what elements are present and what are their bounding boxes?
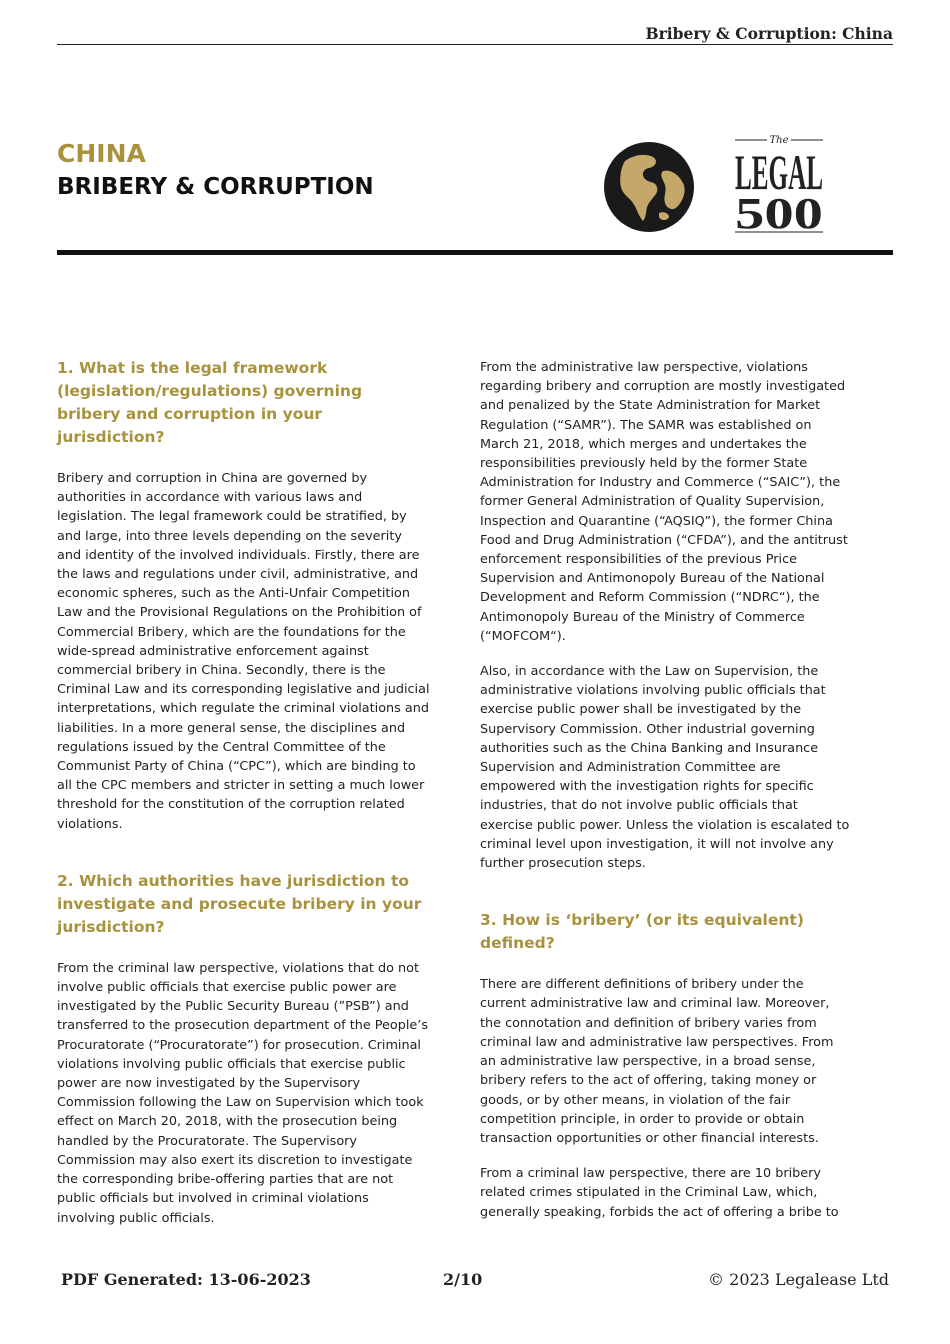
left-column — [57, 357, 430, 1244]
question-3-paragraph-2: From a criminal law perspective, there are 10 bribery related crimes stipulated in the Criminal Law, which, generally speaking, forbids the act of offering a bribe to — [480, 1166, 839, 1220]
running-head: Bribery & Corruption: China — [57, 24, 893, 45]
question-2-paragraph-1: From the criminal law perspective, violations that do not involve public officials that exercise public power are investigated by the Public Security Bureau (”PSB”) and transferred to the prosecution department of the People’s Procuratorate (“Procuratorate”) for prosecution. Criminal violations involving public officials that exercise public power are now investigated by the Supervisory Commission following the Law on Supervision which took effect on March 20, 2018, with the prosecution being handled by the Procuratorate. The Supervisory Commission may also exert its discretion to investigate the corresponding bribe-offering parties that are not public officials but involved in criminal violations involving public officials. — [57, 960, 429, 1226]
question-2-heading: 2. Which authorities have jurisdiction to investigate and prosecute bribery in your jurisdiction? — [57, 871, 422, 936]
question-2-paragraph-2: From the administrative law perspective, violations regarding bribery and corruption are mostly investigated and penalized by the State Administration for Market Regulation (“SAMR”). The SAMR was established on March 21, 2018, which merges and undertakes the responsibilities previously held by the former State Administration for Industry and Commerce (“SAIC”), the former General Administration of Quality Supervision, Inspection and Quarantine (“AQSIQ”), the former China Food and Drug Administration (“CFDA”), and the antitrust enforcement responsibilities of the previous Price Supervision and Antimonopoly Bureau of the National Development and Reform Commission (“NDRC“), the Antimonopoly Bureau of the Ministry of Commerce (“MOFCOM“). — [480, 360, 848, 644]
logo-line2: 500 — [735, 189, 823, 238]
question-2-paragraph-3: Also, in accordance with the Law on Supervision, the administrative violations involving public officials that exercise public power shall be investigated by the Supervisory Commission. Other industrial governing authorities such as the China Banking and Insurance Supervision and Administration Committee are empowered with the investigation rights for specific industries, that do not involve public officials that exercise public power. Unless the violation is escalated to criminal level upon investigation, it will not involve any further prosecution steps. — [480, 664, 850, 872]
legal500-logo-icon — [733, 134, 825, 238]
question-1-paragraph-1: Bribery and corruption in China are governed by authorities in accordance with various laws and legislation. The legal framework could be stratified, by and large, into three levels depending on the severity and identity of the involved individuals. Firstly, there are the laws and regulations under civil, administrative, and economic spheres, such as the Anti-Unfair Competition Law and the Provisional Regulations on the Prohibition of Commercial Bribery, which are the foundations for the wide-spread administrative enforcement against commercial bribery in China. Secondly, there is the Criminal Law and its corresponding legislative and judicial interpretations, which regulate the criminal violations and liabilities. In a more general sense, the disciplines and regulations issued by the Central Committee of the Communist Party of China (“CPC”), which are binding to all the CPC members and stricter in setting a much lower threshold for the constitution of the corruption related violations. — [57, 471, 430, 832]
topic-title: BRIBERY & CORRUPTION — [57, 174, 374, 200]
globe-logo-icon — [603, 141, 695, 233]
title-block — [57, 138, 374, 204]
right-column — [480, 358, 853, 1238]
page-footer — [57, 1270, 893, 1294]
logo-line1: LEGAL — [735, 144, 823, 200]
pdf-generated-date: PDF Generated: 13-06-2023 — [61, 1270, 311, 1289]
question-1-heading: 1. What is the legal framework (legislation/regulations) governing bribery and corruption in your jurisdiction? — [57, 359, 363, 446]
country-title: CHINA — [57, 139, 146, 168]
page-number: 2/10 — [443, 1270, 483, 1289]
question-3-heading: 3. How is ‘bribery’ (or its equivalent) defined? — [480, 911, 804, 953]
copyright: © 2023 Legalease Ltd — [708, 1270, 889, 1289]
question-3-paragraph-1: There are different definitions of bribery under the current administrative law and criminal law. Moreover, the connotation and definition of bribery varies from criminal law and administrative law perspectives. From an administrative law perspective, in a broad sense, bribery refers to the act of offering, taking money or goods, or by other means, in violation of the fair competition principle, in order to provide or obtain transaction opportunities or other financial interests. — [480, 977, 834, 1146]
header-rule — [57, 250, 893, 255]
logo-small-text: The — [769, 135, 789, 146]
